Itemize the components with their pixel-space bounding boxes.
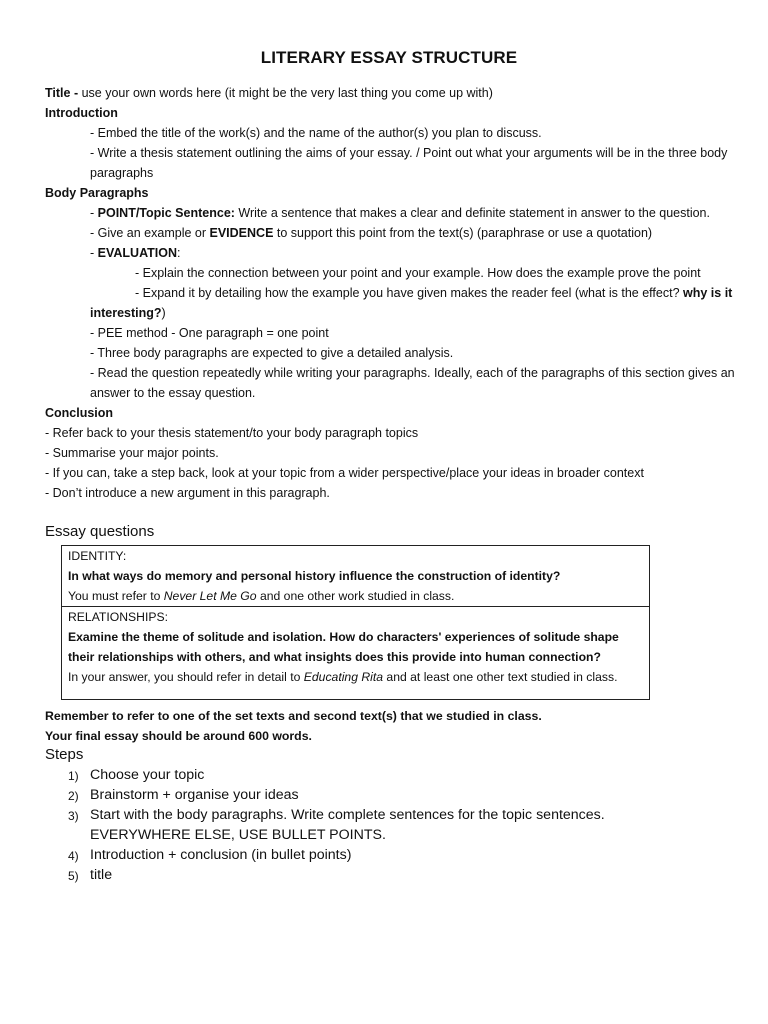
evaluation-item: - Explain the connection between your point and your example. How does the example prove the point [135,266,701,280]
essay-questions-heading: Essay questions [45,523,155,540]
evaluation-item: - Expand it by detailing how the example you have given makes the reader feel (what is the effect? why is it interesting?) [90,286,733,320]
question-cell-identity [62,546,649,606]
question-label: IDENTITY: [68,549,127,563]
structure-section [45,83,735,503]
conclusion-item: - Don’t introduce a new argument in this paragraph. [45,486,330,500]
question-cell-relationships [62,606,649,699]
reminders [45,706,542,746]
title-label: Title - [45,86,79,100]
body-item: - Read the question repeatedly while writing your paragraphs. Ideally, each of the paragraphs of this section gives an answer to the essay question. [90,366,735,400]
introduction-heading: Introduction [45,106,118,120]
body-item: - Three body paragraphs are expected to give a detailed analysis. [90,346,454,360]
title-guidance [45,83,735,103]
body-item-evidence: - Give an example or EVIDENCE to support this point from the text(s) (paraphrase or use a quotation) [90,226,653,240]
question-note: In your answer, you should refer in detail to Educating Rita and at least one other text studied in class. [68,670,618,684]
intro-item: - Embed the title of the work(s) and the name of the author(s) you plan to discuss. [90,126,542,140]
question-text: Examine the theme of solitude and isolation. How do characters' experiences of solitude shape their relationships with others, and what insights does this provide into human connection? [68,630,619,664]
conclusion-item: - Summarise your major points. [45,446,219,460]
intro-item: - Write a thesis statement outlining the aims of your essay. / Point out what your arguments will be in the three body paragraphs [90,146,728,180]
reminder-line: Your final essay should be around 600 words. [45,729,312,743]
step-item: 5) title [68,867,113,883]
conclusion-item: - Refer back to your thesis statement/to your body paragraph topics [45,426,419,440]
question-note: You must refer to Never Let Me Go and one other work studied in class. [68,589,455,603]
essay-questions-table [61,545,650,700]
conclusion-item: - If you can, take a step back, look at your topic from a wider perspective/place your ideas in broader context [45,466,644,480]
question-label: RELATIONSHIPS: [68,610,169,624]
steps-heading: Steps [45,746,84,763]
title-guidance-text: use your own words here (it might be the very last thing you come up with) [78,86,493,100]
conclusion-heading: Conclusion [45,406,114,420]
body-item-evaluation: - EVALUATION: [90,246,181,260]
steps-list [45,765,695,885]
reminder-line: Remember to refer to one of the set texts and second text(s) that we studied in class. [45,709,542,723]
document-title: LITERARY ESSAY STRUCTURE [260,48,518,67]
step-item: 3) Start with the body paragraphs. Write complete sentences for the topic sentences. EVERYWHERE ELSE, USE BULLET POINTS. [68,807,605,843]
step-item: 4) Introduction + conclusion (in bullet points) [68,847,352,863]
body-item-point: - POINT/Topic Sentence: Write a sentence that makes a clear and definite statement in answer to the question. [90,206,710,220]
step-item: 1) Choose your topic [68,767,205,783]
body-item: - PEE method - One paragraph = one point [90,326,329,340]
body-paragraphs-heading: Body Paragraphs [45,186,149,200]
question-text: In what ways do memory and personal history influence the construction of identity? [68,569,561,583]
step-item: 2) Brainstorm + organise your ideas [68,787,299,803]
